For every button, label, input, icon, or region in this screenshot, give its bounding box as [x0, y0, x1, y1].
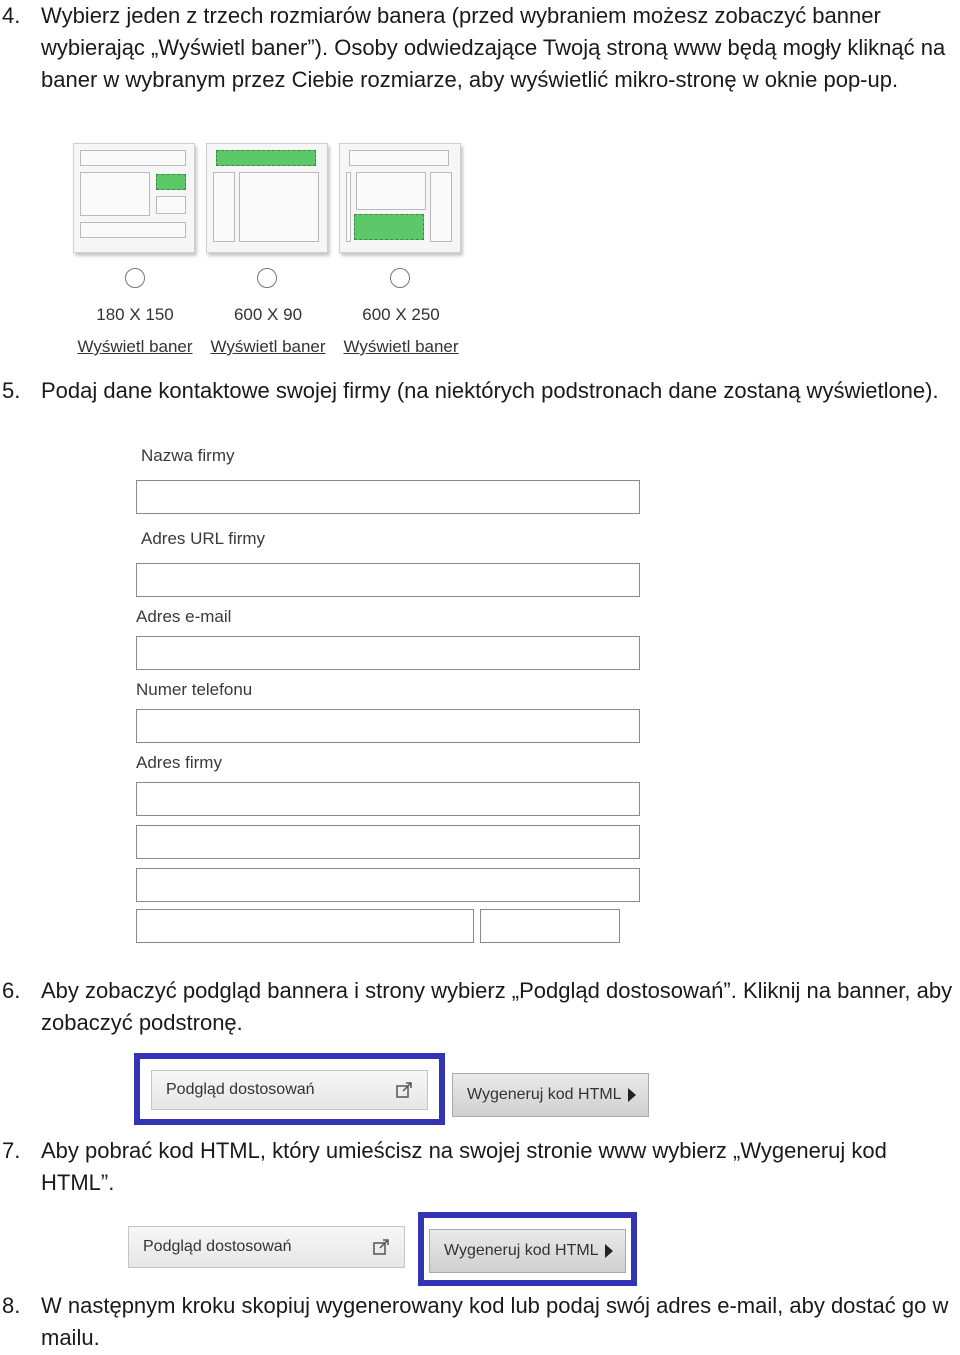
view-banner-link[interactable]: Wyświetl baner — [343, 337, 459, 356]
step-text: Podaj dane kontaktowe swojej firmy (na niektórych podstronach dane zostaną wyświetlone). — [41, 378, 939, 403]
postal-code-field[interactable] — [480, 909, 620, 943]
step-number: 5. — [2, 378, 21, 403]
step-text: Aby zobaczyć podgląd bannera i strony wybierz „Podgląd dostosowań”. Kliknij na banner, aby zobaczyć podstronę. — [41, 978, 953, 1035]
button-label: Podgląd dostosowań — [166, 1081, 315, 1098]
size-label: 600 X 250 — [362, 305, 440, 324]
address-line-3-field[interactable] — [136, 868, 640, 902]
radio-600x90[interactable] — [257, 268, 277, 288]
step-4 — [0, 0, 960, 128]
preview-customizations-button[interactable] — [151, 1070, 428, 1110]
company-name-field[interactable] — [136, 480, 640, 514]
email-field[interactable] — [136, 636, 640, 670]
step-number: 8. — [2, 1293, 21, 1318]
generate-html-button[interactable] — [452, 1073, 649, 1117]
external-link-icon — [395, 1081, 413, 1099]
step-6 — [0, 975, 960, 1039]
phone-field[interactable] — [136, 709, 640, 743]
view-banner-link[interactable]: Wyświetl baner — [77, 337, 193, 356]
banner-placement — [354, 214, 424, 240]
company-url-label: Adres URL firmy — [141, 529, 266, 548]
play-arrow-icon — [605, 1244, 613, 1258]
city-field[interactable] — [136, 909, 474, 943]
button-label: Wygeneruj kod HTML — [467, 1086, 622, 1103]
step-text: Aby pobrać kod HTML, który umieścisz na swojej stronie www wybierz „Wygeneruj kod HTML”. — [41, 1138, 887, 1195]
button-label: Wygeneruj kod HTML — [444, 1242, 599, 1259]
step-8 — [0, 1290, 960, 1354]
size-label: 180 X 150 — [96, 305, 174, 324]
step-text: W następnym kroku skopiuj wygenerowany kod lub podaj swój adres e-mail, aby dostać go w mailu. — [41, 1293, 949, 1350]
banner-thumb-180x150[interactable] — [73, 143, 195, 253]
step-number: 4. — [2, 3, 21, 28]
step-5 — [0, 375, 960, 439]
address-line-2-field[interactable] — [136, 825, 640, 859]
step-text: Wybierz jeden z trzech rozmiarów banera (przed wybraniem możesz zobaczyć banner wybierając „Wyświetl baner”). Osoby odwiedzające Twoją stroną www będą mogły kliknąć na baner w wybranym przez Ciebie rozmiarze, aby wyświetlić mikro-stronę w oknie pop-up. — [41, 3, 946, 92]
radio-600x250[interactable] — [390, 268, 410, 288]
email-label: Adres e-mail — [136, 607, 232, 626]
step-number: 7. — [2, 1138, 21, 1163]
phone-label: Numer telefonu — [136, 680, 253, 699]
banner-placement — [156, 174, 186, 190]
external-link-icon — [372, 1238, 390, 1256]
company-url-field[interactable] — [136, 563, 640, 597]
banner-thumb-600x250[interactable] — [339, 143, 461, 253]
size-label: 600 X 90 — [233, 305, 303, 324]
radio-180x150[interactable] — [125, 268, 145, 288]
step-number: 6. — [2, 978, 21, 1003]
view-banner-link[interactable]: Wyświetl baner — [210, 337, 326, 356]
play-arrow-icon — [628, 1088, 636, 1102]
banner-placement — [216, 150, 316, 166]
button-label: Podgląd dostosowań — [143, 1238, 292, 1255]
address-label: Adres firmy — [136, 753, 222, 772]
banner-thumb-600x90[interactable] — [206, 143, 328, 253]
address-line-1-field[interactable] — [136, 782, 640, 816]
preview-customizations-button[interactable] — [128, 1226, 405, 1268]
company-name-label: Nazwa firmy — [141, 446, 235, 465]
step-7 — [0, 1135, 960, 1199]
generate-html-button[interactable] — [429, 1229, 626, 1273]
